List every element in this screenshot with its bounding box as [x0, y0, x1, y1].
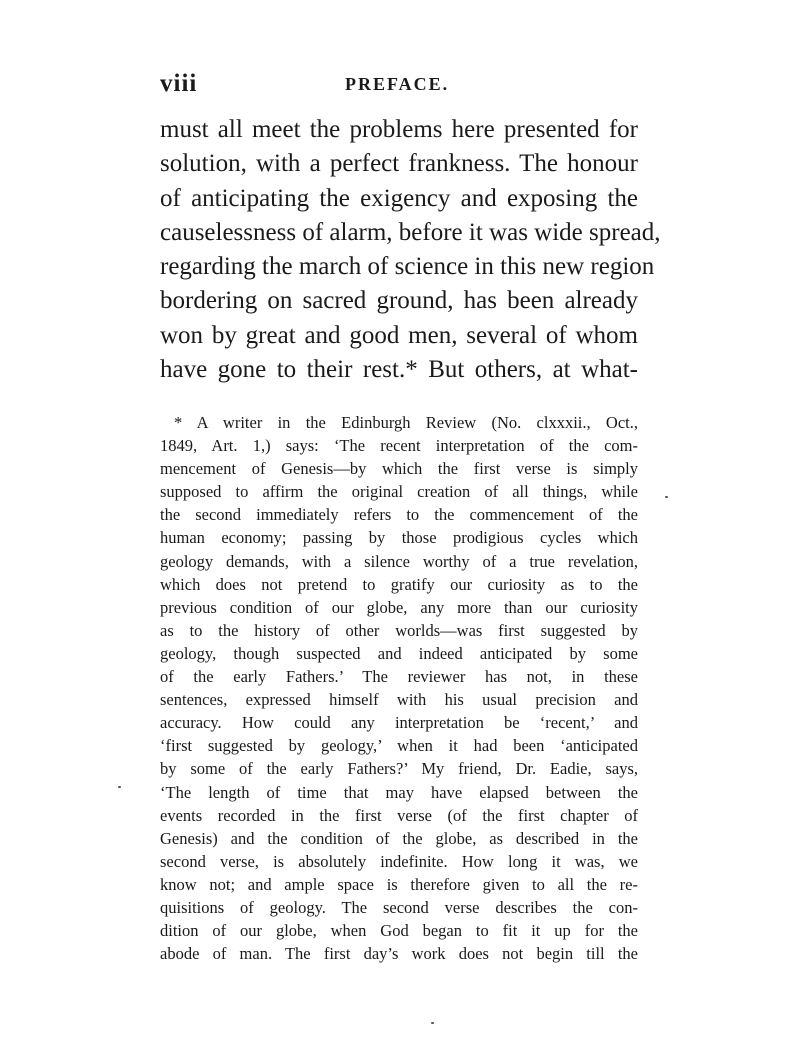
footnote-line: * A writer in the Edinburgh Review (No. clxxxii., Oct.,	[174, 413, 638, 432]
body-line: must all meet the problems here presented for	[160, 116, 638, 143]
footnote-line: human economy; passing by those prodigious cycles which	[160, 528, 638, 548]
footnote-line: quisitions of geology. The second verse describes the con-	[160, 897, 638, 917]
body-line: bordering on sacred ground, has been already	[160, 287, 638, 315]
body-line: solution, with a perfect frankness. The honour	[160, 150, 638, 178]
footnote-line: Genesis) and the condition of the globe, as described in the	[160, 828, 638, 848]
footnote-line: by some of the early Fathers?’ My friend, Dr. Eadie, says,	[160, 759, 638, 779]
footnote-line: the second immediately refers to the commencement of the	[160, 505, 638, 525]
footnote-line: dition of our globe, when God began to fit it up for the	[160, 921, 638, 941]
paper-speck	[665, 496, 668, 498]
footnote-line: supposed to affirm the original creation of all things, while	[160, 482, 638, 502]
footnote-line: previous condition of our globe, any more than our curiosity	[160, 597, 638, 617]
footnote-line: as to the history of other worlds—was first suggested by	[160, 620, 638, 640]
paper-speck	[118, 786, 121, 788]
paper-speck	[431, 1022, 434, 1024]
running-head	[160, 70, 638, 100]
page-number: viii	[160, 70, 198, 97]
footnote-line: ‘first suggested by geology,’ when it had been ‘anticipated	[160, 736, 638, 756]
footnote-line: abode of man. The first day’s work does not begin till the	[160, 944, 638, 964]
footnote-line: accuracy. How could any interpretation be ‘recent,’ and	[160, 713, 638, 733]
footnote-line: ‘The length of time that may have elapsed between the	[160, 782, 638, 802]
body-line: won by great and good men, several of whom	[160, 321, 638, 349]
footnote-line: 1849, Art. 1,) says: ‘The recent interpretation of the com-	[160, 436, 638, 456]
footnote-line: geology demands, with a silence worthy of a true revelation,	[160, 551, 638, 571]
footnote-line: sentences, expressed himself with his usual precision and	[160, 690, 638, 710]
body-line: have gone to their rest.* But others, at what-	[160, 356, 638, 384]
body-line: causelessness of alarm, before it was wide spread,	[160, 218, 661, 246]
footnote-line: second verse, is absolutely indefinite. How long it was, we	[160, 851, 638, 871]
body-line: regarding the march of science in this new region	[160, 253, 655, 281]
footnote-line: know not; and ample space is therefore given to all the re-	[160, 874, 638, 894]
body-line: of anticipating the exigency and exposing the	[160, 184, 638, 212]
footnote-line: events recorded in the first verse (of the first chapter of	[160, 805, 638, 825]
running-title: PREFACE.	[345, 74, 450, 94]
body-text	[160, 113, 661, 387]
footnote-line: which does not pretend to gratify our curiosity as to the	[160, 574, 638, 594]
footnote-line: of the early Fathers.’ The reviewer has not, in these	[160, 667, 638, 687]
footnote-line: geology, though suspected and indeed anticipated by some	[160, 643, 638, 663]
footnote	[160, 411, 638, 965]
footnote-line: mencement of Genesis—by which the first verse is simply	[160, 459, 638, 479]
